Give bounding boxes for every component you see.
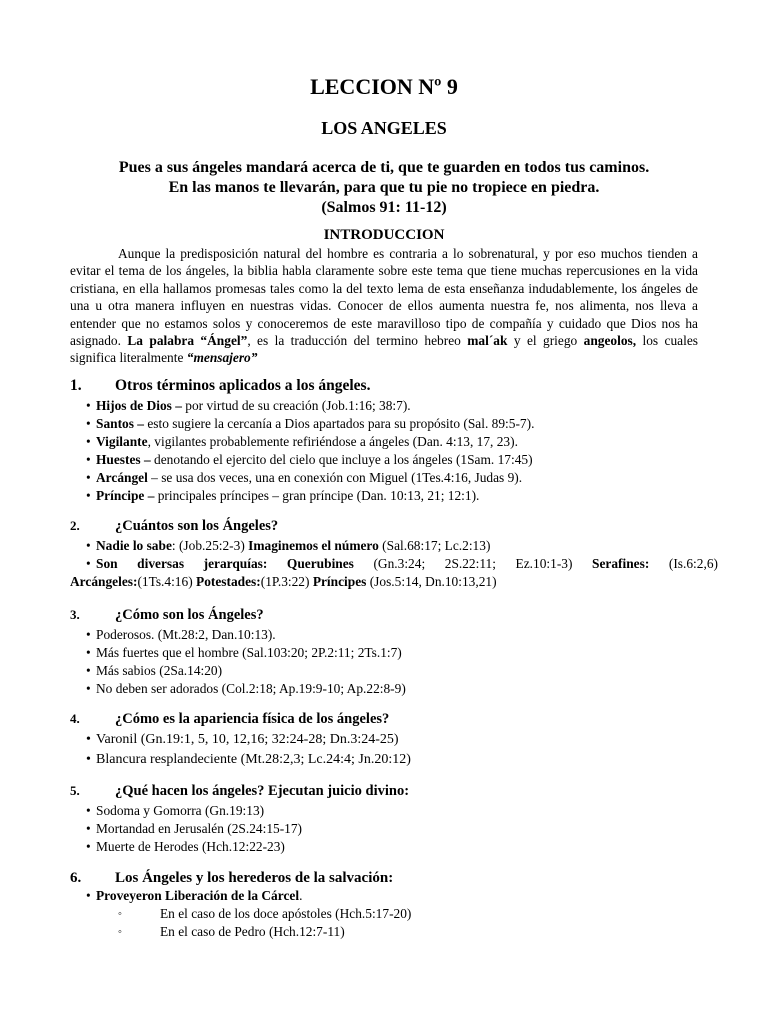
list-item: • Blancura resplandeciente (Mt.28:2,3; Lc.24:4; Jn.20:12) [70, 750, 728, 770]
section-number: 5. [70, 783, 80, 798]
list-item: • Muerte de Herodes (Hch.12:22-23) [70, 838, 728, 856]
term: Vigilante [96, 434, 148, 449]
text: (Jos.5:14, Dn.10:13,21) [366, 574, 497, 589]
list-item: • Poderosos. (Mt.28:2, Dan.10:13). [70, 626, 728, 644]
intro-text: Aunque la predisposición natural del hombre es contraria a lo sobrenatural, y por eso muchos tienden a evitar el tema de los ángeles, la biblia habla claramente sobre este tema que tiene muchas repercusiones en la vida cristiana, en ella hallamos promesas tales como la del texto lema de esta enseñanza indudablemente, los ángeles de una u otra manera influyen en nuestras vidas. Conocer de ellos aumenta nuestra fe, nos alimenta, nos lleva a entender que no estamos solos y conoceremos de este maravilloso tipo de compañía y cuidado que Dios nos ha asignado. [70, 246, 698, 349]
section-number: 6. [70, 870, 82, 886]
section-6-heading [70, 870, 728, 887]
section-2 [70, 518, 718, 591]
list-item [70, 555, 718, 573]
verse-reference: (Salmos 91: 11-12) [321, 199, 447, 216]
term-description: principales príncipes – gran príncipe (Dan. 10:13, 21; 12:1). [154, 488, 480, 503]
lesson-title: LECCION Nº 9 [310, 74, 458, 99]
section-5-heading [70, 783, 728, 800]
section-6-sublist [70, 905, 728, 941]
list-item [70, 451, 728, 469]
section-4 [70, 711, 728, 770]
term: Arcángel [96, 470, 148, 485]
section-number: 1. [70, 377, 82, 394]
list-item: • Varonil (Gn.19:1, 5, 10, 12,16; 32:24-28; Dn.3:24-25) [70, 730, 728, 750]
section-number: 4. [70, 711, 80, 726]
term-description: esto sugiere la cercanía a Dios apartados para su propósito (Sal. 89:5-7). [144, 416, 535, 431]
list-item [70, 397, 728, 415]
verse-line-1: Pues a sus ángeles mandará acerca de ti, que te guarden en todos tus caminos. [118, 159, 650, 176]
section-3-heading [70, 607, 728, 624]
section-4-list [70, 730, 728, 770]
term-description: por virtud de su creación (Job.1:16; 38:7). [181, 398, 411, 413]
section-number: 3. [70, 607, 80, 622]
intro-mensajero: “mensajero” [186, 350, 258, 366]
list-item: • No deben ser adorados (Col.2:18; Ap.19:9-10; Ap.22:8-9) [70, 680, 728, 698]
sub-item-text: En el caso de los doce apóstoles (Hch.5:17-20) [160, 906, 412, 921]
list-item: • Más fuertes que el hombre (Sal.103:20; 2P.2:11; 2Ts.1:7) [70, 644, 728, 662]
section-title: Los Ángeles y los herederos de la salvación: [115, 870, 394, 886]
bold-text: Nadie lo sabe [96, 538, 172, 553]
term: Huestes – [96, 452, 151, 467]
section-3 [70, 607, 728, 698]
section-2-heading [70, 518, 718, 535]
bold-text: Proveyeron Liberación de la Cárcel [96, 888, 300, 903]
bold-text: Imaginemos el número [248, 538, 379, 553]
section-6-list [70, 887, 728, 905]
section-1-heading [70, 377, 728, 395]
list-item: • Sodoma y Gomorra (Gn.19:13) [70, 802, 728, 820]
section-number: 2. [70, 518, 80, 533]
intro-text-2: , es la traducción del termino hebreo [247, 333, 461, 349]
section-title: Otros términos aplicados a los ángeles. [115, 377, 371, 394]
list-item [70, 469, 728, 487]
sub-item-text: En el caso de Pedro (Hch.12:7-11) [160, 924, 345, 939]
term: Santos – [96, 416, 144, 431]
term-description: , vigilantes probablemente refiriéndose a ángeles (Dan. 4:13, 17, 23). [147, 434, 518, 449]
text: (1Ts.4:16) [137, 574, 197, 589]
bold-text: Príncipes [312, 574, 367, 589]
circle-bullet-icon: ◦ [118, 908, 122, 920]
verse-line-2: En las manos te llevarán, para que tu pie no tropiece en piedra. [168, 179, 600, 196]
bold-text: Serafines: [592, 556, 650, 571]
key-verse [60, 158, 708, 218]
term: Príncipe – [96, 488, 155, 503]
section-4-heading [70, 711, 728, 728]
sub-list-item [70, 905, 728, 923]
term-description: denotando el ejercito del cielo que incluye a los ángeles (1Sam. 17:45) [150, 452, 533, 467]
bold-text: Son diversas jerarquías: Querubines [96, 556, 354, 571]
text: : (Job.25:2-3) [171, 538, 249, 553]
section-1-list [70, 397, 728, 505]
text: (Is.6:2,6) [649, 556, 718, 571]
intro-text-4: los cuales significa literalmente [70, 333, 698, 366]
list-item: • Más sabios (2Sa.14:20) [70, 662, 728, 680]
list-item [70, 433, 728, 451]
list-item [70, 415, 728, 433]
section-title: ¿Cómo es la apariencia física de los ángeles? [115, 711, 390, 727]
hierarchy-continuation [70, 573, 718, 591]
text: (Gn.3:24; 2S.22:11; Ez.10:1-3) [353, 556, 593, 571]
intro-bold-angeolos: angeolos, [583, 333, 637, 349]
text: (Sal.68:17; Lc.2:13) [378, 538, 491, 553]
section-6 [70, 870, 728, 941]
intro-text-3: y el griego [513, 333, 578, 349]
circle-bullet-icon: ◦ [118, 926, 122, 938]
text: . [299, 888, 303, 903]
lesson-subtitle: LOS ANGELES [321, 118, 447, 138]
section-title: ¿Cómo son los Ángeles? [115, 607, 264, 623]
section-5-list [70, 802, 728, 856]
section-3-list [70, 626, 728, 698]
section-title: ¿Qué hacen los ángeles? Ejecutan juicio divino: [115, 783, 410, 799]
section-1 [70, 377, 728, 505]
list-item [70, 887, 728, 905]
bold-text: Potestades: [196, 574, 261, 589]
intro-bold-angel: La palabra “Ángel” [127, 333, 248, 349]
list-item [70, 537, 718, 555]
term-description: – se usa dos veces, una en conexión con Miguel (1Tes.4:16, Judas 9). [147, 470, 523, 485]
list-item: • Mortandad en Jerusalén (2S.24:15-17) [70, 820, 728, 838]
term: Hijos de Dios – [96, 398, 182, 413]
list-item [70, 487, 728, 505]
section-5 [70, 783, 728, 856]
text: (1P.3:22) [260, 574, 313, 589]
intro-paragraph [70, 245, 698, 367]
intro-bold-malak: mal´ak [467, 333, 508, 349]
section-title: ¿Cuántos son los Ángeles? [115, 518, 279, 534]
section-2-list [70, 537, 718, 573]
bold-text: Arcángeles: [70, 574, 138, 589]
sub-list-item [70, 923, 728, 941]
intro-heading: INTRODUCCION [323, 227, 445, 243]
